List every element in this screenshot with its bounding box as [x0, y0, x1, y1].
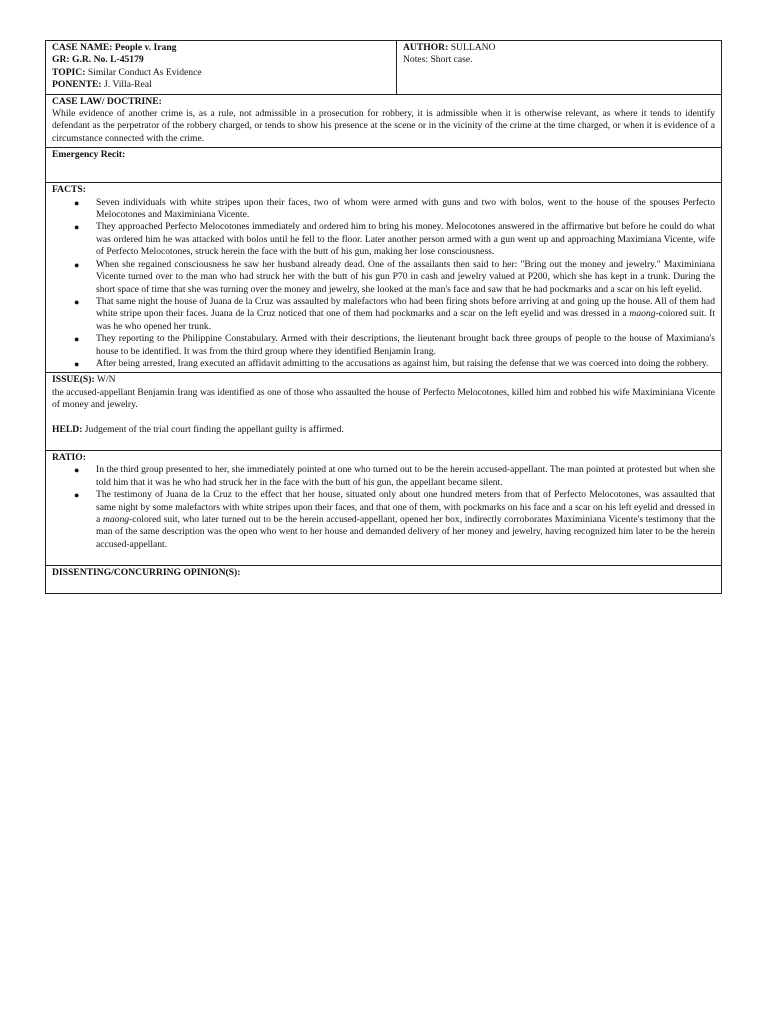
dissent-row — [46, 566, 722, 594]
case-name-value: People v. Irang — [114, 42, 177, 53]
ratio-list — [52, 464, 715, 551]
fact-text: After being arrested, Irang executed an affidavit admitting to the accusations as against him, but raising the defense that we was coerced into doing the robbery. — [96, 357, 709, 369]
author-value: SULLANO — [450, 42, 496, 53]
issue-heading — [52, 374, 715, 386]
gr-value: G.R. No. L-45179 — [72, 54, 144, 66]
case-digest-table — [45, 40, 722, 594]
bullet-dot-icon: ● — [74, 465, 80, 476]
header-row — [46, 41, 722, 95]
bullet-dot-icon: ● — [74, 334, 80, 345]
ratio-text: In the third group presented to her, she immediately pointed at one who turned out to be the herein accused-appellant. The man pointed at protested but when she told him that it was he who had struck her in the face with the butt of his gun, the appellant became silent. — [96, 464, 715, 488]
bullet-dot-icon: ● — [74, 358, 80, 369]
ratio-cell — [46, 450, 722, 565]
spacer — [52, 551, 715, 563]
fact-italic-term: maong — [629, 308, 656, 320]
spacer — [52, 412, 715, 424]
doctrine-label: CASE LAW/ DOCTRINE: — [52, 95, 162, 107]
doctrine-cell — [46, 94, 722, 148]
bullet-dot-icon: ● — [74, 490, 80, 501]
fact-text: When she regained consciousness he saw her husband already dead. One of the assailants then said to her: "Bring out the money and jewelry." Maximiniana Vicente turned over to the man who had struck her with the butt of his gun P70 in cash and jewelry valued at P200, which she has kept in a trunk. During the short space of time that she was turning over the money and jewelry, she looked at the man's face and saw that he had pockmarks and a scar on his left eyelid. — [96, 258, 715, 295]
ratio-row — [46, 450, 722, 565]
topic-label: TOPIC: — [52, 66, 86, 78]
issue-row — [46, 373, 722, 451]
facts-row — [46, 183, 722, 373]
author-line — [403, 42, 715, 54]
fact-text-tail: -colored suit. It was he who opened her trunk. — [96, 308, 715, 332]
list-item — [74, 357, 715, 370]
list-item — [74, 221, 715, 258]
fact-text: That same night the house of Juana de la Cruz was assaulted by malefactors who had been firing shots before arriving at and going up the house. All of them had white stripe upon their faces. Juana de la Cruz noticed that one of them had pockmarks and a scar on the left eyelid and was dressed in a — [96, 295, 715, 320]
list-item — [74, 464, 715, 489]
author-label: AUTHOR: — [403, 42, 449, 53]
case-name-label: CASE NAME: — [52, 42, 113, 53]
emergency-label: Emergency Recit: — [52, 149, 126, 161]
gr-line — [52, 54, 390, 66]
gr-label: GR: — [52, 54, 70, 66]
dissent-cell — [46, 566, 722, 594]
topic-line — [52, 67, 390, 79]
ponente-line — [52, 79, 390, 91]
issue-text: the accused-appellant Benjamin Irang was identified as one of those who assaulted the house of Perfecto Melocotones, killed him and robbed his wife Maximiniana Vicente of money and jewelry. — [52, 386, 715, 411]
ratio-text: The testimony of Juana de la Cruz to the effect that her house, situated only about one hundred meters from that of Perfecto Melocotones, was assaulted that same night by some malefactors with white stripes upon their faces, and that one of them, with pockmarks on his face and a scar on his left eyelid and dressed in a — [96, 489, 715, 525]
ratio-text-tail: -colored suit, who later turned out to be the herein accused-appellant, opened her box, indirectly corroborates Maximiniana Vicente's testimony that the man of the same description was the open who went to her house and demanded delivery of her money and jewelry, having recognized him later to be the herein accused-appellant. — [96, 514, 715, 550]
doctrine-row — [46, 94, 722, 148]
bullet-dot-icon: ● — [74, 197, 80, 208]
list-item — [74, 489, 715, 551]
facts-label: FACTS: — [52, 184, 86, 196]
author-cell — [397, 41, 722, 95]
dissent-label: DISSENTING/CONCURRING OPINION(S): — [52, 567, 241, 579]
emergency-cell — [46, 148, 722, 183]
list-item — [74, 295, 715, 333]
held-text: Judgement of the trial court finding the appellant guilty is affirmed. — [84, 423, 344, 435]
bullet-dot-icon: ● — [74, 296, 80, 307]
notes-line: Notes: Short case. — [403, 54, 473, 66]
issue-short: W/N — [96, 374, 116, 386]
held-label: HELD: — [52, 423, 83, 435]
case-name-line — [52, 42, 390, 54]
list-item — [74, 258, 715, 296]
bullet-dot-icon: ● — [74, 222, 80, 233]
case-digest-page — [45, 40, 722, 594]
fact-text: Seven individuals with white stripes upon their faces, two of whom were armed with guns and two with bolos, went to the house of the spouses Perfecto Melocotones and Maximiniana Vicente. — [96, 196, 715, 221]
bullet-dot-icon: ● — [74, 259, 80, 270]
ratio-label: RATIO: — [52, 451, 86, 463]
facts-cell — [46, 183, 722, 373]
list-item — [74, 196, 715, 222]
emergency-row — [46, 148, 722, 183]
ponente-label: PONENTE: — [52, 79, 102, 91]
fact-text: They reporting to the Philippine Constabulary. Armed with their descriptions, the lieutenant brought back three groups of people to the house of Maximiana's house to be identified. It was from the third group where they identified Benjamin Irang. — [96, 333, 715, 357]
spacer — [52, 436, 715, 448]
issue-cell — [46, 373, 722, 451]
topic-value: Similar Conduct As Evidence — [87, 66, 202, 78]
case-info-cell — [46, 41, 397, 95]
doctrine-text: While evidence of another crime is, as a rule, not admissible in a prosecution for robbery, it is admissible when it is otherwise relevant, as where it tends to identify defendant as the perpetrator of the robbery charged, or tends to show his presence at the scene or in the vicinity of the crime at the time charged, or when it is evidence of a circumstance connected with the crime. — [52, 108, 715, 144]
list-item — [74, 333, 715, 358]
issue-label: ISSUE(S): — [52, 374, 95, 386]
facts-list — [52, 197, 715, 371]
held-line — [52, 424, 715, 436]
fact-text: They approached Perfecto Melocotones immediately and ordered him to bring his money. Melocotones answered in the affirmative but before he could do what was ordered him he was attacked with bolos until he fell to the floor. Later another person armed with a gun went up and approaching Maximiana Vicente, wife of Perfecto Melocotones, struck herein the face with the butt of his gun, making her lose consciousness. — [96, 221, 715, 258]
ratio-italic-term: maong — [102, 514, 130, 525]
ponente-value: J. Villa-Real — [103, 79, 152, 91]
